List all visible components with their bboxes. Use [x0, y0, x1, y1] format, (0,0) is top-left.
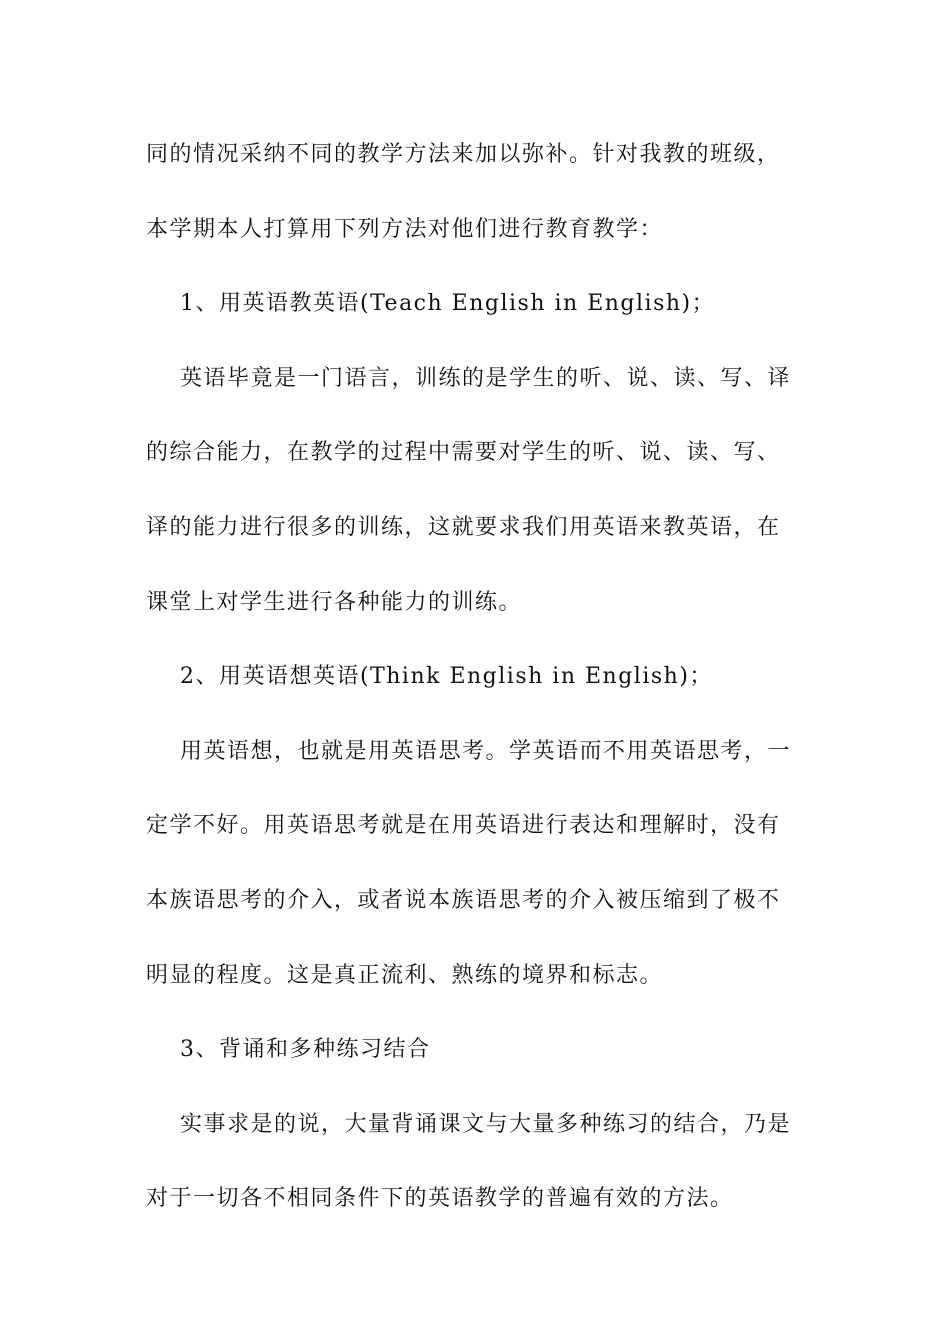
text-line: 明显的程度。这是真正流利、熟练的境界和标志。: [146, 962, 664, 988]
section-heading: 1、用英语教英语(Teach English in English)；: [180, 291, 716, 317]
text-line: 课堂上对学生进行各种能力的训练。: [146, 589, 523, 615]
section-heading: 2、用英语想英语(Think English in English)；: [180, 664, 713, 690]
text-line: 对于一切各不相同条件下的英语教学的普遍有效的方法。: [146, 1186, 734, 1212]
text-line: 实事求是的说，大量背诵课文与大量多种练习的结合，乃是: [180, 1111, 792, 1137]
text-line: 定学不好。用英语思考就是在用英语进行表达和理解时，没有: [146, 813, 781, 839]
text-line: 译的能力进行很多的训练，这就要求我们用英语来教英语，在: [146, 514, 781, 540]
text-line: 本族语思考的介入，或者说本族语思考的介入被压缩到了极不: [146, 887, 781, 913]
document-body: [146, 130, 806, 1249]
text-line: 本学期本人打算用下列方法对他们进行教育教学：: [146, 216, 664, 242]
text-line: 英语毕竟是一门语言，训练的是学生的听、说、读、写、译: [180, 365, 792, 391]
text-line: 同的情况采纳不同的教学方法来加以弥补。针对我教的班级，: [146, 142, 781, 167]
text-line: 的综合能力，在教学的过程中需要对学生的听、说、读、写、: [146, 440, 781, 466]
section-heading: 3、背诵和多种练习结合: [180, 1037, 431, 1063]
text-line: 用英语想，也就是用英语思考。学英语而不用英语思考，一: [180, 738, 792, 764]
